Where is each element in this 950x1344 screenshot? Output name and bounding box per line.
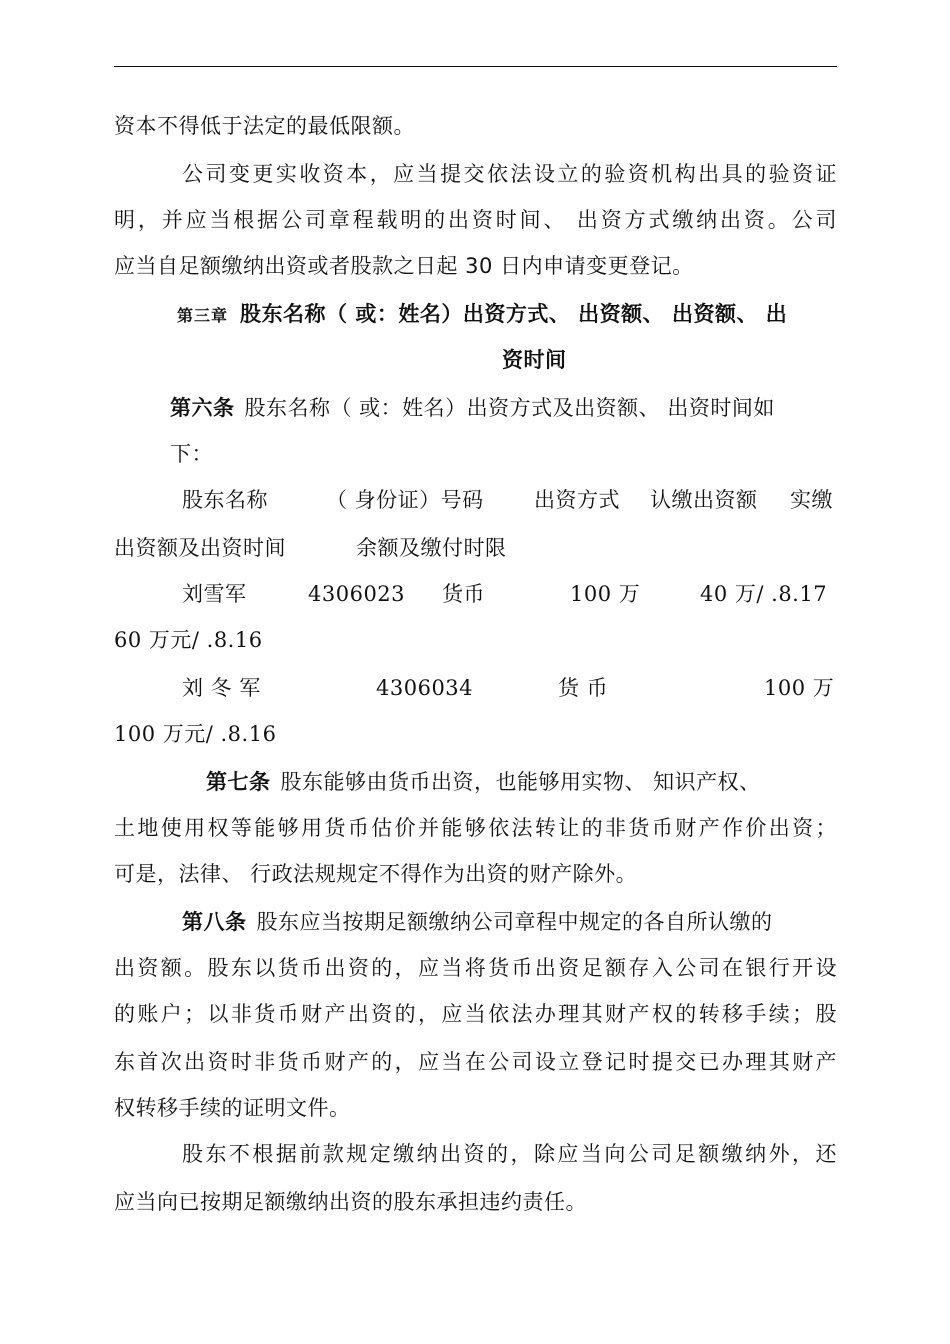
- article-8-text-line-3: 的账户；以非货币财产出资的，应当依法办理其财产权的转移手续；股: [114, 1002, 837, 1026]
- header-subscribed: 认缴出资额: [650, 488, 758, 512]
- row-1-balance: 60 万元/ .8.16: [114, 628, 263, 652]
- chapter-heading: [177, 300, 837, 330]
- article-8-label: 第八条: [182, 910, 247, 934]
- article-8-text-line-5: 权转移手续的证明文件。: [114, 1096, 351, 1120]
- row-1-method: 货币: [442, 582, 485, 606]
- article-7: [206, 768, 837, 796]
- row-1-name: 刘雪军: [182, 582, 247, 606]
- paragraph-change-line-1: 公司变更实收资本，应当提交依法设立的验资机构出具的验资证: [182, 162, 837, 186]
- paragraph-change-line-3: 应当自足额缴纳出资或者股款之日起 30 日内申请变更登记。: [114, 254, 694, 278]
- row-2-id: 4306034: [376, 676, 474, 700]
- header-rule: [114, 66, 837, 67]
- article-7-label: 第七条: [206, 770, 271, 794]
- header-method: 出资方式: [534, 488, 620, 512]
- article-8-text-line-1: 股东应当按期足额缴纳公司章程中规定的各自所认缴的: [256, 910, 773, 934]
- paragraph-breach-line-1: 股东不根据前款规定缴纳出资的，除应当向公司足额缴纳外，还: [182, 1142, 837, 1166]
- paragraph-change-line-2: 明，并应当根据公司章程载明的出资时间、 出资方式缴纳出资。公司: [114, 208, 837, 232]
- article-7-text-line-2: 土地使用权等能够用货币估价并能够依法转让的非货币财产作价出资；: [114, 816, 837, 840]
- row-1-paid: 40 万/ .8.17: [700, 582, 828, 606]
- header-paid-prefix: 实缴: [790, 488, 833, 512]
- article-8-text-line-4: 东首次出资时非货币财产的，应当在公司设立登记时提交已办理其财产: [114, 1050, 837, 1074]
- article-7-text-line-1: 股东能够由货币出资，也能够用实物、 知识产权、: [280, 770, 761, 794]
- row-1-id: 4306023: [308, 582, 406, 606]
- row-1-subscribed: 100 万: [570, 582, 641, 606]
- header-balance: 余额及缴付时限: [356, 536, 507, 560]
- chapter-title-line-1: 股东名称（ 或：姓名）出资方式、 出资额、 出资额、 出: [240, 302, 788, 326]
- article-6-label: 第六条: [170, 396, 235, 420]
- article-6: [170, 394, 837, 422]
- article-6-text-line-1: 股东名称（ 或：姓名）出资方式及出资额、 出资时间如: [244, 396, 775, 420]
- row-2-method: 货 币: [558, 676, 609, 700]
- row-2-name: 刘 冬 军: [182, 676, 261, 700]
- header-name: 股东名称: [182, 488, 268, 512]
- paragraph-breach-line-2: 应当向已按期足额缴纳出资的股东承担违约责任。: [114, 1190, 587, 1214]
- chapter-label: 第三章: [177, 306, 229, 325]
- article-8-text-line-2: 出资额。股东以货币出资的，应当将货币出资足额存入公司在银行开设: [114, 956, 837, 980]
- paragraph-capital-end: 资本不得低于法定的最低限额。: [114, 114, 415, 138]
- row-2-subscribed: 100 万: [764, 676, 835, 700]
- header-paid-rest: 出资额及出资时间: [114, 536, 286, 560]
- article-8: [182, 908, 837, 936]
- article-7-text-line-3: 可是，法律、 行政法规规定不得作为出资的财产除外。: [114, 862, 638, 886]
- chapter-title-line-2: 资时间: [502, 348, 567, 372]
- header-id: （ 身份证）号码: [326, 488, 484, 512]
- article-6-text-line-2: 下：: [170, 442, 213, 466]
- row-2-balance: 100 万元/ .8.16: [114, 722, 277, 746]
